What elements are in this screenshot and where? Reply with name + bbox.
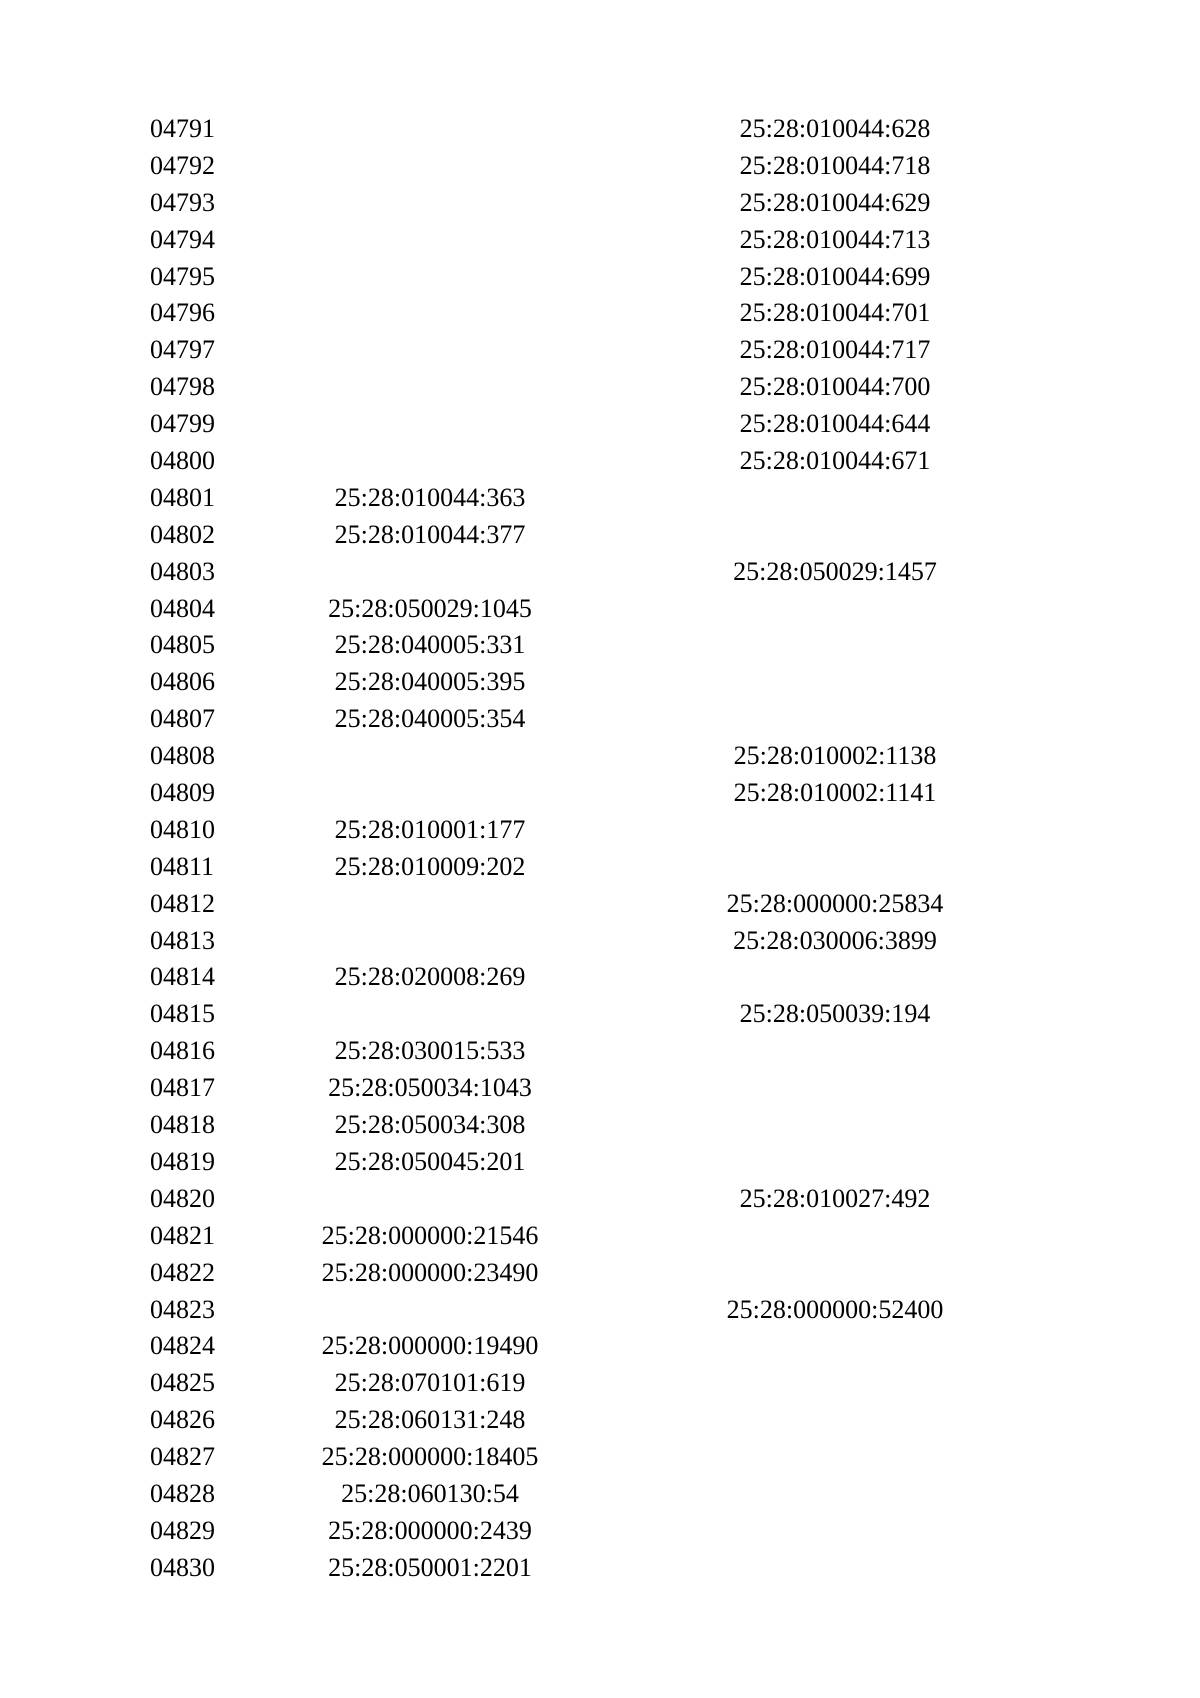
row-number: 04806 — [150, 667, 215, 697]
table-row — [0, 1255, 1200, 1292]
row-number: 04825 — [150, 1368, 215, 1398]
cadastral-number-column-a: 25:28:050029:1045 — [328, 593, 532, 623]
table-row — [0, 1476, 1200, 1513]
row-number: 04801 — [150, 482, 215, 512]
table-row — [0, 1402, 1200, 1439]
cadastral-number-column-a: 25:28:010044:377 — [334, 519, 526, 549]
row-number: 04796 — [150, 298, 215, 328]
table-row — [0, 480, 1200, 517]
table-row — [0, 923, 1200, 960]
table-row — [0, 111, 1200, 148]
row-number: 04822 — [150, 1257, 215, 1287]
cadastral-number-column-b: 25:28:010044:700 — [739, 372, 931, 402]
cadastral-number-column-a: 25:28:030015:533 — [334, 1036, 526, 1066]
cadastral-number-column-a: 25:28:050045:201 — [334, 1146, 526, 1176]
row-number: 04800 — [150, 446, 215, 476]
cadastral-number-column-a: 25:28:010044:363 — [334, 482, 526, 512]
cadastral-number-column-b: 25:28:010044:701 — [739, 298, 931, 328]
row-number: 04793 — [150, 187, 215, 217]
row-number: 04810 — [150, 814, 215, 844]
row-number: 04792 — [150, 150, 215, 180]
cadastral-number-column-a: 25:28:020008:269 — [334, 962, 526, 992]
row-number: 04820 — [150, 1183, 215, 1213]
row-number: 04797 — [150, 335, 215, 365]
cadastral-number-column-b: 25:28:000000:52400 — [726, 1294, 944, 1324]
table-row — [0, 148, 1200, 185]
table-row — [0, 775, 1200, 812]
table-row — [0, 1218, 1200, 1255]
cadastral-number-column-b: 25:28:010044:629 — [739, 187, 931, 217]
row-number: 04824 — [150, 1331, 215, 1361]
table-row — [0, 1513, 1200, 1550]
table-row — [0, 369, 1200, 406]
cadastral-number-column-b: 25:28:010044:628 — [739, 114, 931, 143]
table-row — [0, 1439, 1200, 1476]
row-number: 04811 — [150, 851, 215, 881]
row-number: 04791 — [150, 114, 215, 143]
row-number: 04819 — [150, 1146, 215, 1176]
cadastral-number-column-a: 25:28:000000:2439 — [328, 1515, 532, 1545]
cadastral-number-column-a: 25:28:060131:248 — [334, 1405, 526, 1435]
row-number: 04794 — [150, 224, 215, 254]
cadastral-number-column-a: 25:28:040005:331 — [334, 630, 526, 660]
row-number: 04803 — [150, 556, 215, 586]
table-row — [0, 849, 1200, 886]
cadastral-number-column-b: 25:28:010044:699 — [739, 261, 931, 291]
row-number: 04814 — [150, 962, 215, 992]
row-number: 04830 — [150, 1552, 215, 1582]
table-row — [0, 406, 1200, 443]
table-row — [0, 738, 1200, 775]
table-row — [0, 1107, 1200, 1144]
row-number: 04807 — [150, 704, 215, 734]
row-number: 04829 — [150, 1515, 215, 1545]
row-number: 04812 — [150, 888, 215, 918]
table-row — [0, 1144, 1200, 1181]
table-row — [0, 1550, 1200, 1587]
row-number: 04799 — [150, 409, 215, 439]
row-number: 04817 — [150, 1073, 215, 1103]
row-number: 04798 — [150, 372, 215, 402]
row-number: 04805 — [150, 630, 215, 660]
table-row — [0, 1181, 1200, 1218]
table-row — [0, 1328, 1200, 1365]
table-row — [0, 259, 1200, 296]
cadastral-number-column-b: 25:28:010002:1141 — [733, 778, 937, 808]
table-row — [0, 1365, 1200, 1402]
row-number: 04821 — [150, 1220, 215, 1250]
cadastral-number-column-a: 25:28:050034:308 — [334, 1110, 526, 1140]
cadastral-number-column-b: 25:28:010044:717 — [739, 335, 931, 365]
row-number: 04828 — [150, 1478, 215, 1508]
table-row — [0, 554, 1200, 591]
cadastral-number-column-b: 25:28:010002:1138 — [733, 741, 937, 771]
row-number: 04816 — [150, 1036, 215, 1066]
cadastral-number-column-a: 25:28:000000:18405 — [321, 1442, 539, 1472]
cadastral-number-column-b: 25:28:030006:3899 — [733, 925, 937, 955]
row-number: 04804 — [150, 593, 215, 623]
table-row — [0, 332, 1200, 369]
table-row — [0, 996, 1200, 1033]
cadastral-number-column-b: 25:28:010044:644 — [739, 409, 931, 439]
cadastral-number-column-a: 25:28:040005:395 — [334, 667, 526, 697]
row-number: 04823 — [150, 1294, 215, 1324]
cadastral-number-table — [0, 111, 1200, 1587]
cadastral-number-column-b: 25:28:010027:492 — [739, 1183, 931, 1213]
row-number: 04826 — [150, 1405, 215, 1435]
cadastral-number-column-b: 25:28:010044:718 — [739, 150, 931, 180]
table-row — [0, 443, 1200, 480]
cadastral-number-column-a: 25:28:000000:23490 — [321, 1257, 539, 1287]
row-number: 04802 — [150, 519, 215, 549]
table-row — [0, 517, 1200, 554]
row-number: 04818 — [150, 1110, 215, 1140]
row-number: 04815 — [150, 999, 215, 1029]
table-row — [0, 1070, 1200, 1107]
cadastral-number-column-a: 25:28:060130:54 — [341, 1478, 519, 1508]
cadastral-number-column-b: 25:28:050029:1457 — [733, 556, 937, 586]
table-row — [0, 701, 1200, 738]
cadastral-number-column-b: 25:28:000000:25834 — [726, 888, 944, 918]
cadastral-number-column-a: 25:28:050034:1043 — [328, 1073, 532, 1103]
cadastral-number-column-a: 25:28:010009:202 — [334, 851, 526, 881]
cadastral-number-column-b: 25:28:010044:713 — [739, 224, 931, 254]
row-number: 04813 — [150, 925, 215, 955]
table-row — [0, 222, 1200, 259]
row-number: 04795 — [150, 261, 215, 291]
cadastral-number-column-a: 25:28:070101:619 — [334, 1368, 526, 1398]
cadastral-number-column-a: 25:28:000000:19490 — [321, 1331, 539, 1361]
table-row — [0, 886, 1200, 923]
cadastral-number-column-a: 25:28:000000:21546 — [321, 1220, 539, 1250]
row-number: 04827 — [150, 1442, 215, 1472]
table-row — [0, 591, 1200, 628]
table-row — [0, 185, 1200, 222]
table-row — [0, 1033, 1200, 1070]
cadastral-number-column-b: 25:28:050039:194 — [739, 999, 931, 1029]
table-row — [0, 664, 1200, 701]
table-row — [0, 959, 1200, 996]
cadastral-number-column-a: 25:28:050001:2201 — [328, 1552, 532, 1582]
table-row — [0, 627, 1200, 664]
row-number: 04808 — [150, 741, 215, 771]
cadastral-number-column-a: 25:28:010001:177 — [334, 814, 526, 844]
row-number: 04809 — [150, 778, 215, 808]
cadastral-number-column-b: 25:28:010044:671 — [739, 446, 931, 476]
table-row — [0, 812, 1200, 849]
table-row — [0, 1292, 1200, 1329]
cadastral-number-column-a: 25:28:040005:354 — [334, 704, 526, 734]
table-row — [0, 295, 1200, 332]
